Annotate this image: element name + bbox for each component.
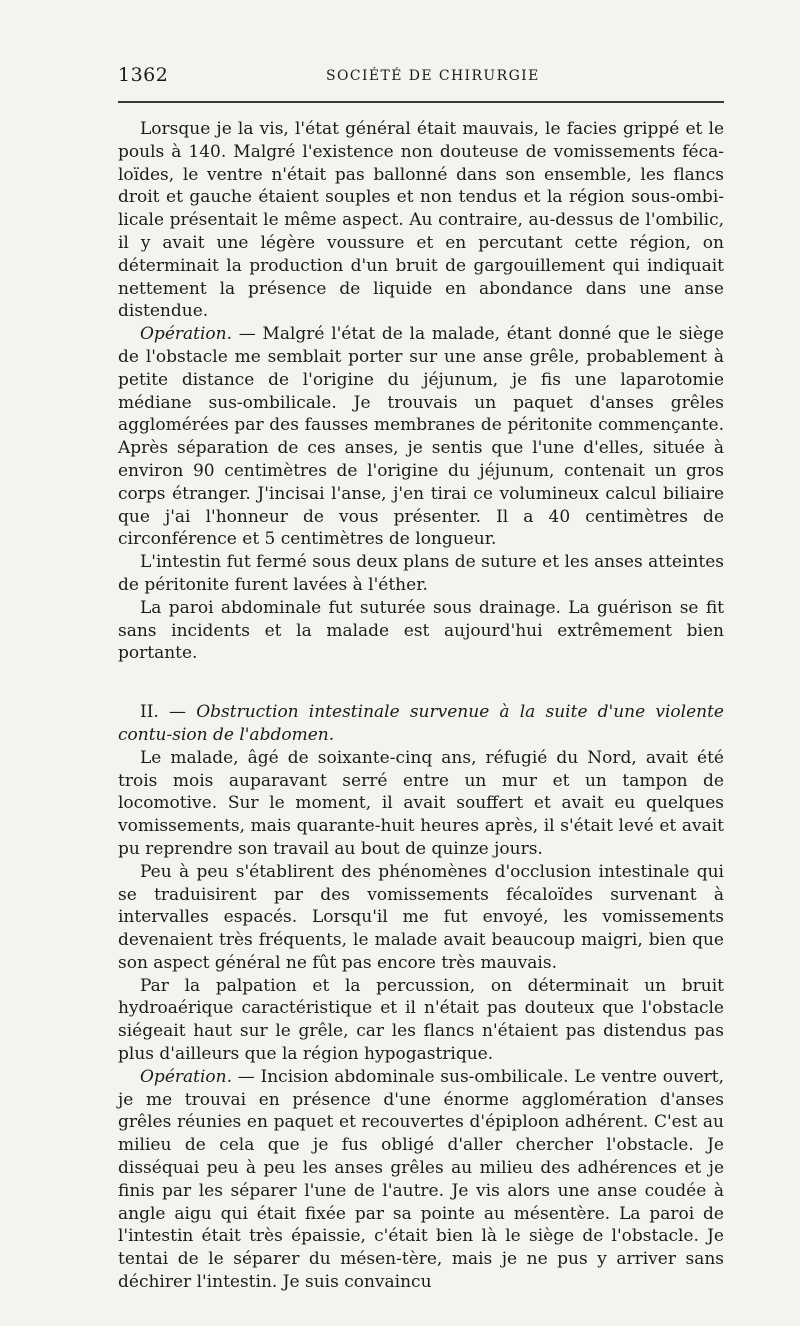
paragraph: La paroi abdominale fut suturée sous drainage. La guérison se fit sans incidents et la malade est aujourd'hui extrêmement bien portante. <box>118 597 724 664</box>
section-title: Obstruction intestinale survenue à la suite d'une violente contu-sion de l'abdomen. <box>118 702 724 745</box>
paragraph: L'intestin fut fermé sous deux plans de suture et les anses atteintes de péritonite furent lavées à l'éther. <box>118 552 724 595</box>
paragraph-body: — Incision abdominale sus-ombilicale. Le ventre ouvert, je me trouvai en présence d'une énorme agglomération d'anses grêles réunies en paquet et recouvertes d'épiploon adhérent. C'est au milieu de cela que je fus obligé d'aller chercher l'obstacle. Je disséquai peu à peu les anses grêles au milieu des adhérences et je finis par les séparer l'une de l'autre. Je vis alors une anse coudée à angle aigu qui était fixée par sa pointe au mésentère. La paroi de l'intestin était très épaissie, c'était bien là le siège de l'obstacle. Je tentai de le séparer du mésen-tère, mais je ne pus y arriver sans déchirer l'intestin. Je suis convaincu <box>118 1066 724 1293</box>
section-number: II. — <box>140 702 197 723</box>
page-number: 1362 <box>118 64 169 86</box>
page-header <box>118 64 724 88</box>
paragraph: Peu à peu s'établirent des phénomènes d'occlusion intestinale qui se traduisirent par des vomissements fécaloïdes survenant à intervalles espacés. Lorsqu'il me fut envoyé, les vomissements devenaient très fréquents, le malade avait beaucoup maigri, bien que son aspect général ne fût pas encore très mauvais. <box>118 861 724 973</box>
paragraph-body: — Malgré l'état de la malade, étant donné que le siège de l'obstacle me semblait porter sur une anse grêle, probablement à petite distance de l'origine du jéjunum, je fis une laparotomie médiane sus-ombilicale. Je trouvais un paquet d'anses grêles agglomérées par des fausses membranes de péritonite commençante. Après séparation de ces anses, je sentis que l'une d'elles, située à environ 90 centimètres de l'origine du jéjunum, contenait un gros corps étranger. J'incisai l'anse, j'en tirai ce volumineux calcul biliaire que j'ai l'honneur de vous présenter. Il a 40 centimètres de circonférence et 5 centimètres de longueur. <box>118 324 724 550</box>
paragraph <box>118 1066 724 1294</box>
paragraph-lead: Opération. <box>140 324 232 345</box>
paragraph: Le malade, âgé de soixante-cinq ans, réfugié du Nord, avait été trois mois auparavant serré entre un mur et un tampon de locomotive. Sur le moment, il avait souffert et avait eu quelques vomissements, mais quarante-huit heures après, il s'était levé et avait pu reprendre son travail au bout de quinze jours. <box>118 747 724 859</box>
section-heading <box>118 701 724 747</box>
body-text <box>118 118 724 1294</box>
running-head: SOCIÉTÉ DE CHIRURGIE <box>326 68 540 84</box>
header-rule <box>118 101 724 103</box>
paragraph <box>118 323 724 551</box>
paragraph-lead: Opération. <box>140 1066 232 1087</box>
paragraph: Par la palpation et la percussion, on déterminait un bruit hydroaérique caractéristique et il n'était pas douteux que l'obstacle siégeait haut sur le grêle, car les flancs n'étaient pas distendus pas plus d'ailleurs que la région hypogastrique. <box>118 975 724 1065</box>
paragraph: Lorsque je la vis, l'état général était mauvais, le facies grippé et le pouls à 140. Malgré l'existence non douteuse de vomissements féca-loïdes, le ventre n'était pas ballonné dans son ensemble, les flancs droit et gauche étaient souples et non tendus et la région sous-ombi-licale présentait le même aspect. Au contraire, au-dessus de l'ombilic, il y avait une légère voussure et en percutant cette région, on déterminait la production d'un bruit de gargouillement qui indiquait nettement la présence de liquide en abondance dans une anse distendue. <box>118 119 724 322</box>
